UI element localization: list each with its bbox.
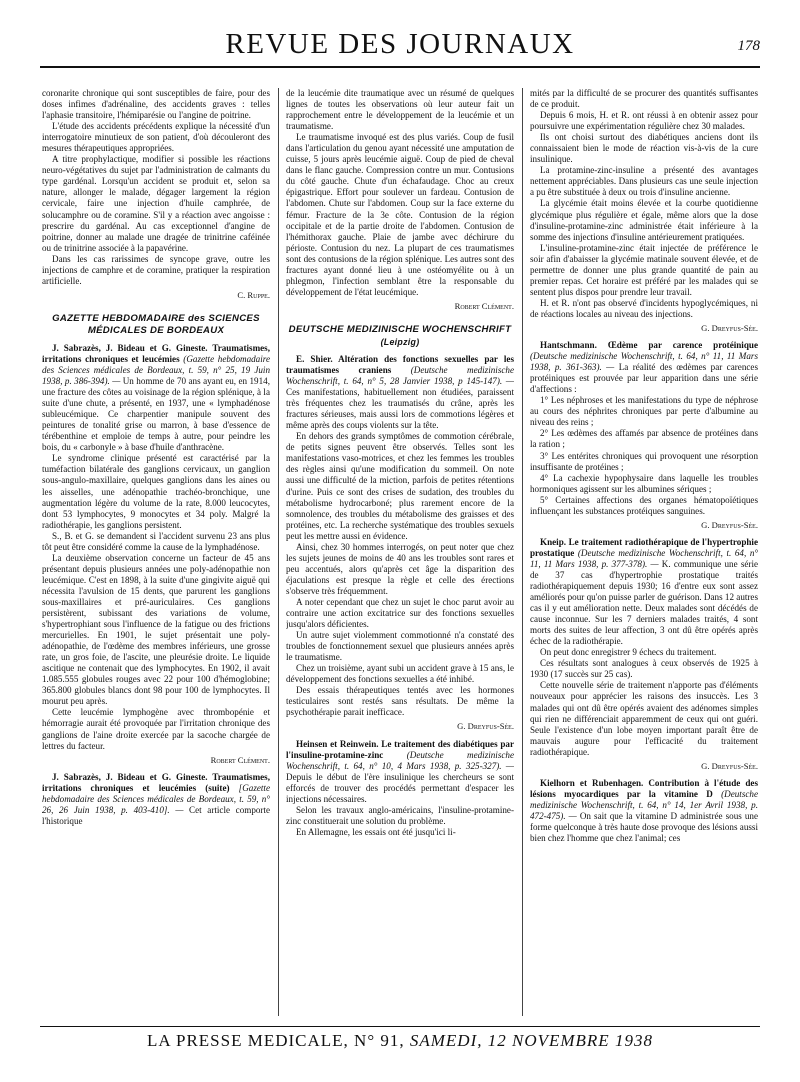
journal-heading: GAZETTE HEBDOMADAIRE des SCIENCES MÉDICALES DE BORDEAUX bbox=[52, 312, 260, 336]
article-abstract bbox=[530, 340, 758, 517]
paragraph: En Allemagne, les essais ont été jusqu'ici li- bbox=[296, 826, 456, 837]
paragraph: On sait que la vitamine D administrée sous une forme quelconque à très haute dose provoque des lésions aussi bien chez l'homme que chez l'animal; ces bbox=[530, 810, 758, 844]
paragraph: A titre prophylactique, modifier si possible les réactions neuro-végétatives du sujet par l'administration de calmants du type gardénal. Lorsqu'un accident se produit et, selon sa nature, allonger le malade, dégager largement la région cervicale, faire une injection d'huile camphrée, de solucamphre ou de coramine. S'il y a réaction avec angoisse : prescrire du gardénal. Au cas exceptionnel d'angine de poitrine, donner au malade une dragée de trinitrine caféinée ou de trinitrine associée à la papavérine. bbox=[42, 154, 270, 253]
article-reference: (Deutsche medizinische Wochenschrift, t. 64, n° 10, 4 Mars 1938, p. 325-327). — bbox=[286, 749, 514, 771]
paragraph: L'insuline-protamine-zinc était injectée de préférence le soir afin d'abaisser la glycémie matinale souvent élevée, et de permettre de donner une plus grande quantité de pain au premier repas. Cet horaire est préféré par les malades qui se sentent plus dispos pour prendre leur travail. bbox=[530, 242, 758, 297]
paragraph: Des essais thérapeutiques tentés avec les hormones testiculaires sont restés sans résultats. De même la psychothérapie parait inefficace. bbox=[286, 685, 514, 718]
list-item: 1° Les néphroses et les manifestations du type de néphrose au cours des néphrites chroniques par perte d'albumine au niveau des reins ; bbox=[530, 395, 758, 428]
paragraph: Cet article comporte l'historique bbox=[42, 804, 270, 826]
page-header bbox=[40, 28, 760, 68]
paragraph: On peut donc enregistrer 9 échecs du traitement. bbox=[540, 647, 717, 658]
list-item: 2° Les œdèmes des affamés par absence de protéines dans la ration ; bbox=[530, 428, 758, 450]
column-3 bbox=[530, 88, 758, 1016]
column-divider bbox=[522, 88, 523, 1016]
paragraph: H. et R. n'ont pas observé d'incidents hypoglycémiques, ni de réactions locales au niveau des injections. bbox=[530, 297, 758, 319]
paragraph: Ainsi, chez 30 hommes interrogés, on peut noter que chez les sujets jeunes de moins de 40 ans les troubles sont rares et peu accentués, alors qu'après cet âge la disparition des éjaculations est presque la règle et celle des érections s'observe très fréquemment. bbox=[286, 541, 514, 596]
article-abstract bbox=[286, 739, 514, 838]
author-signature: G. Dreyfus-Sée. bbox=[457, 721, 514, 732]
page-footer bbox=[40, 1026, 760, 1048]
paragraph: Le syndrome clinique présenté est caractérisé par la tuméfaction bilatérale des ganglions cervicaux, un ganglion sous-angulo-maxillaire, quelques ganglions dans les aines ou les aisselles, une adénopathie trachéo-bronchique, une augmentation légère du volume de la rate, 8.000 leucocytes, dont 53 lymphocytes, 9 monocytes et 34 poly. Malgré la radiothérapie, les ganglions persistent. bbox=[42, 453, 270, 530]
article-title: J. Sabrazès, J. Bideau et G. Gineste. Traumatismes, irritations chroniques et leucémies bbox=[42, 342, 270, 364]
article-reference: (Deutsche medizinische Wochenschrift, t. 64, n° 14, 1er Avril 1938, p. 472-475). — bbox=[530, 788, 758, 821]
article-reference: [Gazette hebdomadaire des Sciences médicales de Bordeaux, t. 59, n° 26, 26 Juin 1938, p. 403-410]. — bbox=[42, 782, 270, 815]
column-divider bbox=[278, 88, 279, 1016]
paragraph: La glycémie était moins élevée et la courbe quotidienne glycémique plus régulière et égale, même alors que la dose d'insuline-protamine-zinc administrée était inférieure à la somme des injections d'insuline antérieurement pratiquées. bbox=[530, 198, 758, 242]
paragraph: La protamine-zinc-insuline a présenté des avantages nettement appréciables. Dans plusieurs cas une seule injection a pu être substituée à deux ou trois d'insuline ancienne. bbox=[530, 165, 758, 198]
column-2 bbox=[286, 88, 514, 1016]
article-reference: (Deutsche medizinische Wochenschrift, t. 64, n° 11, 11 Mars 1938, p. 361-363). — bbox=[530, 351, 758, 373]
journal-section-title: REVUE DES JOURNAUX bbox=[225, 28, 575, 60]
article-abstract bbox=[530, 537, 758, 758]
list-item: 4° La cachexie hypophysaire dans laquelle les troubles hormoniques agissent sur les albumines sériques ; bbox=[530, 472, 758, 494]
article-reference: (Deutsche medizinische Wochenschrift, t. 64, n° 11, 11 Mars 1938, p. 377-378). — bbox=[530, 547, 758, 569]
author-signature: Robert Clément. bbox=[210, 754, 270, 765]
article-title: Kielhorn et Rubenhagen. Contribution à l'étude des lésions myocardiques par la vitamine D bbox=[530, 777, 758, 799]
paragraph: S., B. et G. se demandent si l'accident survenu 23 ans plus tôt peut être considéré comme la cause de la lymphadénose. bbox=[42, 530, 270, 552]
paragraph: La réalité des œdèmes par carences protéiniques est prouvée par leur apparition dans une série d'affections : bbox=[530, 362, 758, 395]
paragraph: coronarite chronique qui sont susceptibles de faire, pour des doses infimes d'adrénaline, des accidents graves : telles l'aphasie transitoire, l'hémiparésie ou l'angine de poitrine. bbox=[42, 88, 270, 121]
author-signature: G. Dreyfus-Sée. bbox=[701, 760, 758, 771]
paragraph: Un homme de 70 ans ayant eu, en 1914, une fracture des côtes au voisinage de la région splénique, à la suite d'une chute, a présenté, en 1937, une « lymphadénose subleucémique. Ce charpentier manipule souvent des peintures de tonalité grise ou marron, à base d'essence de térébenthine et emploie de temps à autre, pour peindre les bois, du « carbonyle » à base d'huile d'anthracène. bbox=[42, 376, 270, 453]
article-abstract bbox=[530, 778, 758, 844]
author-signature: G. Dreyfus-Sée. bbox=[701, 322, 758, 333]
article-title: Kneip. Le traitement radiothérapique de l'hypertrophie prostatique bbox=[530, 536, 758, 558]
paragraph: Chez un troisième, ayant subi un accident grave à 15 ans, le développement des fonctions sexuelles a été inhibé. bbox=[286, 663, 514, 685]
article-title: E. Shier. Altération des fonctions sexuelles par les traumatismes craniens bbox=[286, 353, 514, 375]
paragraph: mités par la difficulté de se procurer des quantités suffisantes de ce produit. bbox=[530, 88, 758, 110]
paragraph: En dehors des grands symptômes de commotion cérébrale, de petits signes peuvent être observés. Telles sont les manifestations vaso-motrices, et chez les femmes les troubles des règles ainsi qu'une modification du sommeil. On note aussi une difficulté de la miction, parfois de petites rétentions d'urine. Puis ce sont des crises de sudation, des troubles du métabolisme hydrocarboné; plus rarement encore de la somnolence, des troubles du métabolisme des graisses et des protéines, etc. La recherche systématique des troubles sexuels peut les mettre aussi en évidence. bbox=[286, 431, 514, 541]
paragraph: Le traumatisme invoqué est des plus variés. Coup de fusil dans l'articulation du genou ayant nécessité une amputation de cuisse, 5 jours après leucémie aiguë. Coup de pied de cheval dans le flanc gauche. Compression contre un mur. Contusions du côté gauche. Chute d'un échafaudage. Choc au creux épigastrique. Effort pour soulever un fardeau. Contusion de l'abdomen. Chute sur l'abdomen. Coup sur la face externe du fémur. Fracture de la 3e côte. Contusion de la région occipitale et de la partie droite de l'abdomen. Contusion de l'hémithorax gauche. Plaie de jambe avec déchirure du périoste. Contusion du nez. La plupart de ces traumatismes sont des contusions de la région splénique. Les autres sont des fractures ayant donné lieu à une ostéomyélite ou à un phlegmon, l'infection semblant être la responsable du développement de l'état leucémique. bbox=[286, 132, 514, 297]
paragraph: Depuis le début de l'ère insulinique les chercheurs se sont efforcés de trouver des procédés permettant d'espacer les injections nécessaires. bbox=[286, 771, 514, 804]
paragraph: A noter cependant que chez un sujet le choc parut avoir au contraire une action excitatrice sur des fonctions sexuelles jusqu'alors déficientes. bbox=[286, 596, 514, 630]
paragraph: Dans les cas rarissimes de syncope grave, outre les injections de camphre et de coramine, pratiquer la respiration artificielle. bbox=[42, 253, 270, 286]
journal-name: DEUTSCHE MEDIZINISCHE WOCHENSCHRIFT bbox=[288, 323, 512, 335]
journal-city: (Leipzig) bbox=[380, 336, 420, 347]
article-reference: (Gazette hebdomadaire des Sciences médicales de Bordeaux, t. 59, n° 25, 19 Juin 1938, p. 386-394). — bbox=[42, 353, 270, 387]
author-signature: Robert Clément. bbox=[454, 300, 514, 311]
paragraph: Ces manifestations, habituellement non étudiées, paraissent très fréquentes chez les traumatisés du crâne, après les fractures sérieuses, mais aussi lors de commotions légères et même après des coups violents sur la tête. bbox=[286, 387, 514, 431]
column-1 bbox=[42, 88, 270, 1016]
page-number: 178 bbox=[737, 38, 760, 54]
article-title: Heinsen et Reinwein. Le traitement des diabétiques par l'insuline-protamine-zinc bbox=[286, 738, 514, 760]
list-item: 5° Certaines affections des organes hématopoïétiques influençant les substances protéiques sanguines. bbox=[530, 494, 758, 516]
paragraph: Un autre sujet violemment commotionné n'a constaté des troubles de fonctionnement sexuel que plusieurs années après le traumatisme. bbox=[286, 630, 514, 663]
paragraph: Cette leucémie lymphogène avec thrombopénie et hémorragie aurait été provoquée par l'irritation chronique des ganglions de l'aine droite exercée par la sacoche chargée de lettres du facteur. bbox=[42, 707, 270, 751]
paragraph: Ils ont choisi surtout des diabétiques anciens dont ils connaissaient bien le mode de réaction vis-à-vis de la cure insulinique. bbox=[530, 132, 758, 165]
article-title: Hantschmann. Œdème par carence protéinique bbox=[540, 340, 758, 351]
article-abstract bbox=[42, 343, 270, 752]
paragraph: Selon les travaux anglo-américains, l'insuline-protamine-zinc constituerait une solution du problème. bbox=[286, 804, 514, 826]
article-reference: (Deutsche medizinische Wochenschrift, t. 64, n° 5, 28 Janvier 1938, p 145-147). — bbox=[286, 364, 514, 387]
paragraph: L'étude des accidents précédents explique la nécessité d'un interrogatoire minutieux de son patient, d'où découleront des mesures thérapeutiques appropriées. bbox=[42, 121, 270, 154]
paragraph: K. communique une série de 37 cas d'hypertrophie prostatique traités radiothérapiquement depuis 1930; 16 d'entre eux sont assez améliorés pour qu'on puisse parler de guérison. Dans 12 autres cas il y eut amélioration nette. Deux malades sont décédés de cause inconnue. Sur les 7 derniers malades traités, 4 sont morts des suites de leur affection, 3 ont dû être opérés après échec de la radiothérapie. bbox=[530, 558, 758, 647]
author-signature: G. Dreyfus-Sée. bbox=[701, 519, 758, 530]
paragraph: La deuxième observation concerne un facteur de 45 ans présentant depuis plusieurs années une poly-adénopathie non leucémique. C'est en 1898, à la suite d'une gingivite aiguë qui nécessita l'avulsion de 15 dents, que parurent les ganglions sous-maxillaires et pré-auriculaires. Ces ganglions persistèrent, subissant des variations de volume, s'hypertrophiant sous l'influence de la fatigue ou des frictions mercurielles. En 1901, le sujet présentait une poly-adénopathie, de l'œdème des membres inférieurs, une grosse rate, un gros foie, de l'ascite, une pleurésie droite. Le liquide ascitique ne contenait que des lymphocytes. En 1902, il avait 1.085.555 globules rouges avec 22 pour 100 d'hémoglobine; 365.800 globules blancs dont 98 pour 100 de lymphocytes. Il mourut peu après. bbox=[42, 552, 270, 707]
paragraph: Cette nouvelle série de traitement n'apporte pas d'éléments nouveaux pour apprécier les raisons des insuccès. Les 3 malades qui ont dû être opérés avaient des adénomes simples qui rien ne différenciait apparemment de ceux qui ont guéri. Seule l'existence d'un lobe moyen important paraît être de mauvais augure pour l'efficacité du traitement radiothérapique. bbox=[530, 680, 758, 757]
article-abstract bbox=[286, 354, 514, 719]
article-columns bbox=[42, 88, 758, 1016]
paragraph: Ces résultats sont analogues à ceux observés de 1925 à 1930 (17 succès sur 25 cas). bbox=[530, 658, 758, 680]
article-title: J. Sabrazès, J. Bideau et G. Gineste. Traumatismes, irritations chroniques et leucémies (suite) bbox=[42, 771, 270, 793]
list-item: 3° Les entérites chroniques qui provoquent une résorption insuffisante de protéines ; bbox=[530, 450, 758, 472]
article-abstract bbox=[42, 772, 270, 827]
publication-name: LA PRESSE MEDICALE, N° 91, bbox=[147, 1031, 405, 1050]
paragraph: Depuis 6 mois, H. et R. ont réussi à en obtenir assez pour poursuivre une expérimentation régulière chez 30 malades. bbox=[530, 110, 758, 132]
author-signature: C. Ruppe. bbox=[237, 289, 270, 300]
journal-heading bbox=[286, 324, 514, 348]
paragraph: de la leucémie dite traumatique avec un résumé de quelques lignes de toutes les observations où leur auteur fait un rapprochement entre le développement de la leucémie et un traumatisme. bbox=[286, 88, 514, 132]
publication-date: SAMEDI, 12 NOVEMBRE 1938 bbox=[409, 1031, 653, 1050]
